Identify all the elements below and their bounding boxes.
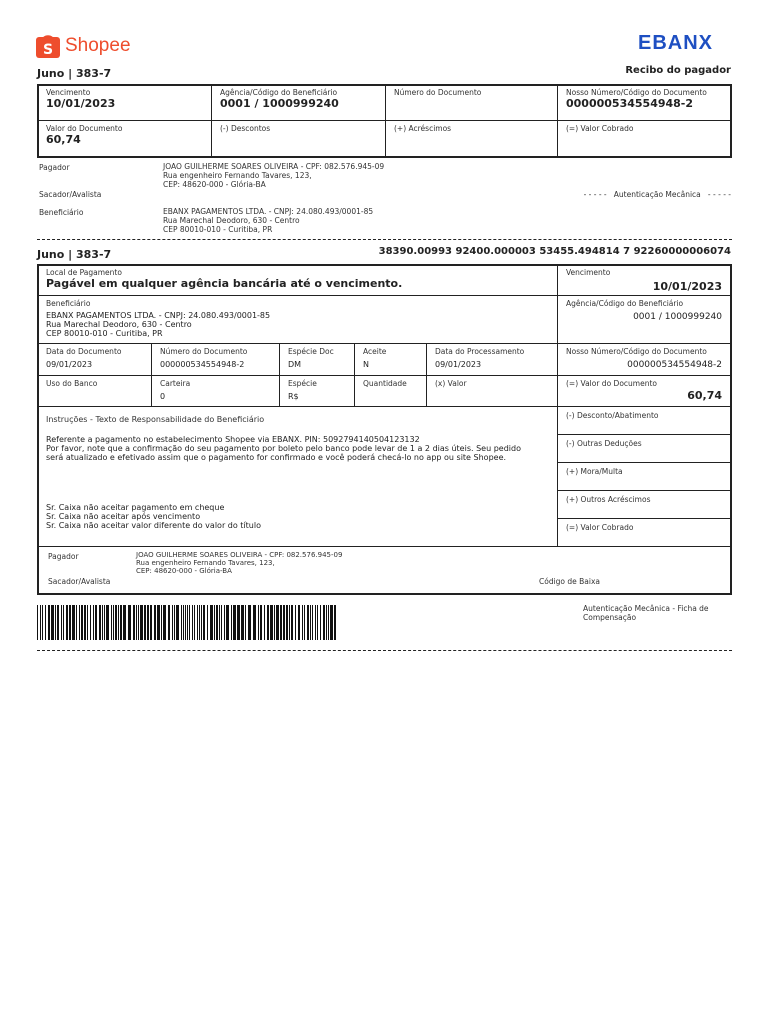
label: (+) Acréscimos xyxy=(394,124,452,133)
barcode-bar xyxy=(253,605,256,640)
barcode-bar xyxy=(183,605,184,640)
barcode-bar xyxy=(163,605,166,640)
instr-line: Por favor, note que a confirmação do seu pagamento por boleto pelo banco pode levar de 1 a 2 dias úteis. Seu pedido xyxy=(46,444,521,453)
aceite xyxy=(355,344,425,372)
barcode-bar xyxy=(128,605,131,640)
numero-documento xyxy=(152,344,278,372)
outros-acrescimos: (+) Outros Acréscimos xyxy=(566,495,651,504)
value: 10/01/2023 xyxy=(652,280,722,293)
label: Carteira xyxy=(160,379,191,388)
value: 000000534554948-2 xyxy=(566,97,694,110)
barcode-bar xyxy=(258,605,259,640)
value: 10/01/2023 xyxy=(46,97,116,110)
barcode-bar xyxy=(168,605,170,640)
barcode-bar xyxy=(99,605,101,640)
barcode-bar xyxy=(181,605,182,640)
boleto-title: Juno | 383-7 xyxy=(37,248,112,261)
receipt-pagador xyxy=(163,162,384,189)
label: Local de Pagamento xyxy=(46,268,122,277)
line: EBANX PAGAMENTOS LTDA. - CNPJ: 24.080.493/0001-85 xyxy=(46,311,271,320)
barcode-bar xyxy=(174,605,175,640)
barcode-bar xyxy=(123,605,126,640)
value: R$ xyxy=(288,392,299,401)
local-pagamento xyxy=(38,265,556,293)
ebanx-logo xyxy=(638,32,713,55)
barcode-bar xyxy=(289,605,290,640)
barcode-bar xyxy=(241,605,244,640)
label: (=) Valor do Documento xyxy=(566,379,657,388)
barcode-bar xyxy=(79,605,80,640)
label: Nosso Número/Código do Documento xyxy=(566,88,707,97)
barcode-bar xyxy=(203,605,205,640)
svg-text:S: S xyxy=(42,42,54,58)
barcode-bar xyxy=(326,605,327,640)
barcode-bar xyxy=(248,605,251,640)
barcode-bar xyxy=(274,605,275,640)
barcode-bar xyxy=(310,605,311,640)
barcode-bar xyxy=(323,605,325,640)
label: Agência/Código do Beneficiário xyxy=(566,299,684,308)
barcode-bar xyxy=(264,605,265,640)
value: 09/01/2023 xyxy=(46,360,93,369)
line: CEP 80010-010 - Curitiba, PR xyxy=(163,225,273,234)
label: (=) Valor Cobrado xyxy=(566,124,634,133)
barcode-bar xyxy=(87,605,88,640)
receipt-title: Juno | 383-7 xyxy=(37,67,112,80)
label: Vencimento xyxy=(46,88,91,97)
barcode-bar xyxy=(286,605,288,640)
value: 000000534554948-2 xyxy=(160,360,245,369)
barcode-bar xyxy=(136,605,137,640)
boleto-valor-cobrado: (=) Valor Cobrado xyxy=(566,523,634,532)
barcode-bar xyxy=(307,605,309,640)
barcode-bar xyxy=(328,605,329,640)
barcode-bar xyxy=(120,605,122,640)
barcode-bar xyxy=(226,605,229,640)
label: Agência/Código do Beneficiário xyxy=(220,88,338,97)
barcode-bar xyxy=(245,605,246,640)
caixa-line: Sr. Caixa não aceitar pagamento em cheque xyxy=(46,503,225,512)
value: 0001 / 1000999240 xyxy=(633,312,722,322)
codigo-baixa-label: Código de Baixa xyxy=(539,577,601,586)
label: Número do Documento xyxy=(160,347,248,356)
barcode-bar xyxy=(172,605,173,640)
value: 0 xyxy=(160,392,166,401)
barcode-bar xyxy=(317,605,318,640)
barcode-bar xyxy=(280,605,282,640)
barcode-bar xyxy=(138,605,139,640)
receipt-numero-doc xyxy=(386,85,556,100)
receipt-valor-doc xyxy=(38,121,210,149)
barcode-bar xyxy=(147,605,149,640)
barcode-bar xyxy=(237,605,240,640)
line: EBANX PAGAMENTOS LTDA. - CNPJ: 24.080.493/0001-85 xyxy=(163,207,374,216)
instrucoes-title: Instruções - Texto de Responsabilidade do Beneficiário xyxy=(46,415,265,424)
line: Rua engenheiro Fernando Tavares, 123, xyxy=(136,559,275,567)
barcode-bar xyxy=(113,605,114,640)
value: DM xyxy=(288,360,302,369)
value: 60,74 xyxy=(46,133,81,146)
boleto-sacador-label: Sacador/Avalista xyxy=(48,577,111,586)
boleto-valor-documento xyxy=(558,376,730,405)
barcode-bar xyxy=(133,605,135,640)
barcode-bar xyxy=(95,605,97,640)
barcode-bar xyxy=(40,605,41,640)
barcode-bar xyxy=(115,605,117,640)
data-documento xyxy=(38,344,150,372)
label: Uso do Banco xyxy=(46,379,98,388)
receipt-acrescimos xyxy=(386,121,556,136)
boleto-pagador-label: Pagador xyxy=(48,552,79,561)
receipt-vencimento xyxy=(38,85,210,113)
mora-multa: (+) Mora/Multa xyxy=(566,467,623,476)
label: Espécie xyxy=(288,379,317,388)
barcode-bar xyxy=(104,605,105,640)
receipt-beneficiario xyxy=(163,207,373,234)
barcode-bar xyxy=(63,605,64,640)
shopee-bag-icon xyxy=(36,34,60,58)
desconto-abatimento: (-) Desconto/Abatimento xyxy=(566,411,659,420)
barcode-bar xyxy=(55,605,56,640)
boleto-nosso-numero xyxy=(558,344,730,373)
label: Data do Documento xyxy=(46,347,122,356)
barcode-bar xyxy=(37,605,38,640)
carteira xyxy=(152,376,278,404)
receipt-sacador-label: Sacador/Avalista xyxy=(39,190,102,199)
barcode-bar xyxy=(84,605,86,640)
receipt-pagador-label: Pagador xyxy=(39,163,70,172)
barcode-bar xyxy=(51,605,54,640)
caixa-line: Sr. Caixa não aceitar valor diferente do valor do título xyxy=(46,521,261,530)
barcode-bar xyxy=(214,605,215,640)
barcode-bar xyxy=(216,605,218,640)
label: Número do Documento xyxy=(394,88,482,97)
barcode-bar xyxy=(57,605,59,640)
label: Quantidade xyxy=(363,379,407,388)
receipt-autenticacao: - - - - - Autenticação Mecânica - - - - - xyxy=(583,190,731,199)
barcode-bar xyxy=(315,605,316,640)
barcode-bar xyxy=(267,605,269,640)
line: CEP: 48620-000 - Glória-BA xyxy=(136,567,232,575)
barcode-bar xyxy=(66,605,68,640)
barcode-bar xyxy=(157,605,160,640)
barcode-bar xyxy=(118,605,119,640)
ebanx-wordmark: EBANX xyxy=(638,32,714,54)
autenticacao-ficha xyxy=(583,604,709,622)
barcode-bar xyxy=(302,605,303,640)
x-valor xyxy=(427,376,556,391)
receipt-valor-cobrado xyxy=(558,121,730,136)
barcode-bar xyxy=(93,605,94,640)
barcode-bar xyxy=(185,605,186,640)
barcode-bar xyxy=(260,605,262,640)
boleto-agencia xyxy=(558,296,730,325)
line: Rua engenheiro Fernando Tavares, 123, xyxy=(163,171,312,180)
barcode-bar xyxy=(42,605,43,640)
line: CEP 80010-010 - Curitiba, PR xyxy=(46,329,163,338)
especie xyxy=(280,376,353,404)
especie-doc xyxy=(280,344,353,372)
barcode-bar xyxy=(330,605,333,640)
line: JOAO GUILHERME SOARES OLIVEIRA - CPF: 082.576.945-09 xyxy=(163,162,385,171)
barcode-bar xyxy=(161,605,162,640)
barcode-bar xyxy=(192,605,193,640)
boleto-pagador xyxy=(136,551,342,575)
value: 60,74 xyxy=(687,389,722,402)
barcode xyxy=(37,605,337,640)
label: (-) Descontos xyxy=(220,124,271,133)
label: Vencimento xyxy=(566,268,611,277)
value: 000000534554948-2 xyxy=(627,360,722,370)
instrucoes xyxy=(38,412,556,465)
shopee-logo xyxy=(36,33,131,59)
barcode-bar xyxy=(69,605,71,640)
line: CEP: 48620-000 - Glória-BA xyxy=(163,180,266,189)
boleto-beneficiario xyxy=(38,296,556,341)
value: Pagável em qualquer agência bancária até o vencimento. xyxy=(46,277,403,290)
barcode-bar xyxy=(106,605,109,640)
barcode-bar xyxy=(90,605,91,640)
barcode-bar xyxy=(298,605,300,640)
label: Aceite xyxy=(363,347,387,356)
label: Valor do Documento xyxy=(46,124,123,133)
uso-banco xyxy=(38,376,150,391)
receipt-beneficiario-label: Beneficiário xyxy=(39,208,84,217)
barcode-bar xyxy=(201,605,202,640)
data-processamento xyxy=(427,344,556,372)
label: Espécie Doc xyxy=(288,347,334,356)
receipt-descontos xyxy=(212,121,384,136)
label: Nosso Número/Código do Documento xyxy=(566,347,707,356)
barcode-bar xyxy=(304,605,305,640)
barcode-bar xyxy=(154,605,156,640)
barcode-bar xyxy=(320,605,321,640)
barcode-bar xyxy=(207,605,208,640)
cut-line-bottom xyxy=(37,650,732,651)
barcode-bar xyxy=(76,605,77,640)
line: Compensação xyxy=(583,613,637,622)
receipt-type: Recibo do pagador xyxy=(625,65,731,76)
cut-line xyxy=(37,239,732,240)
value: N xyxy=(363,360,369,369)
barcode-bar xyxy=(61,605,62,640)
linha-digitavel: 38390.00993 92400.000003 53455.494814 7 92260000006074 xyxy=(378,246,731,257)
label: Beneficiário xyxy=(46,299,91,308)
barcode-bar xyxy=(295,605,296,640)
caixa-instrucoes xyxy=(38,500,556,533)
barcode-bar xyxy=(197,605,198,640)
label: Data do Processamento xyxy=(435,347,525,356)
line: Rua Marechal Deodoro, 630 - Centro xyxy=(46,320,192,329)
barcode-bar xyxy=(219,605,220,640)
shopee-wordmark: Shopee xyxy=(65,35,131,56)
barcode-bar xyxy=(140,605,143,640)
barcode-bar xyxy=(144,605,146,640)
barcode-bar xyxy=(187,605,188,640)
line: Rua Marechal Deodoro, 630 - Centro xyxy=(163,216,300,225)
barcode-bar xyxy=(276,605,279,640)
barcode-bar xyxy=(48,605,50,640)
instr-line: será atualizado e efetivado assim que o pagamento for confirmado e você poderá checá-lo no app ou site Shopee. xyxy=(46,453,507,462)
barcode-bar xyxy=(189,605,190,640)
barcode-bar xyxy=(221,605,222,640)
barcode-bar xyxy=(291,605,293,640)
value: 0001 / 1000999240 xyxy=(220,97,339,110)
barcode-bar xyxy=(176,605,179,640)
value: 09/01/2023 xyxy=(435,360,482,369)
barcode-bar xyxy=(45,605,46,640)
barcode-bar xyxy=(102,605,103,640)
receipt-agencia xyxy=(212,85,384,113)
barcode-bar xyxy=(210,605,213,640)
barcode-bar xyxy=(224,605,225,640)
outras-deducoes: (-) Outras Deduções xyxy=(566,439,642,448)
barcode-bar xyxy=(283,605,285,640)
barcode-bar xyxy=(72,605,75,640)
quantidade xyxy=(355,376,425,391)
instr-line: Referente a pagamento no estabelecimento Shopee via EBANX. PIN: 5092794140504123132 xyxy=(46,435,420,444)
barcode-bar xyxy=(233,605,236,640)
barcode-bar xyxy=(81,605,83,640)
barcode-bar xyxy=(111,605,112,640)
barcode-bar xyxy=(194,605,195,640)
receipt-nosso-numero xyxy=(558,85,730,113)
boleto-vencimento xyxy=(558,265,730,296)
barcode-bar xyxy=(231,605,232,640)
barcode-bar xyxy=(270,605,273,640)
barcode-bar xyxy=(150,605,152,640)
line: JOAO GUILHERME SOARES OLIVEIRA - CPF: 082.576.945-09 xyxy=(136,551,343,559)
barcode-bar xyxy=(334,605,336,640)
barcode-bar xyxy=(199,605,200,640)
label: (x) Valor xyxy=(435,379,467,388)
line: Autenticação Mecânica - Ficha de xyxy=(583,604,709,613)
caixa-line: Sr. Caixa não aceitar após vencimento xyxy=(46,512,201,521)
barcode-bar xyxy=(312,605,313,640)
